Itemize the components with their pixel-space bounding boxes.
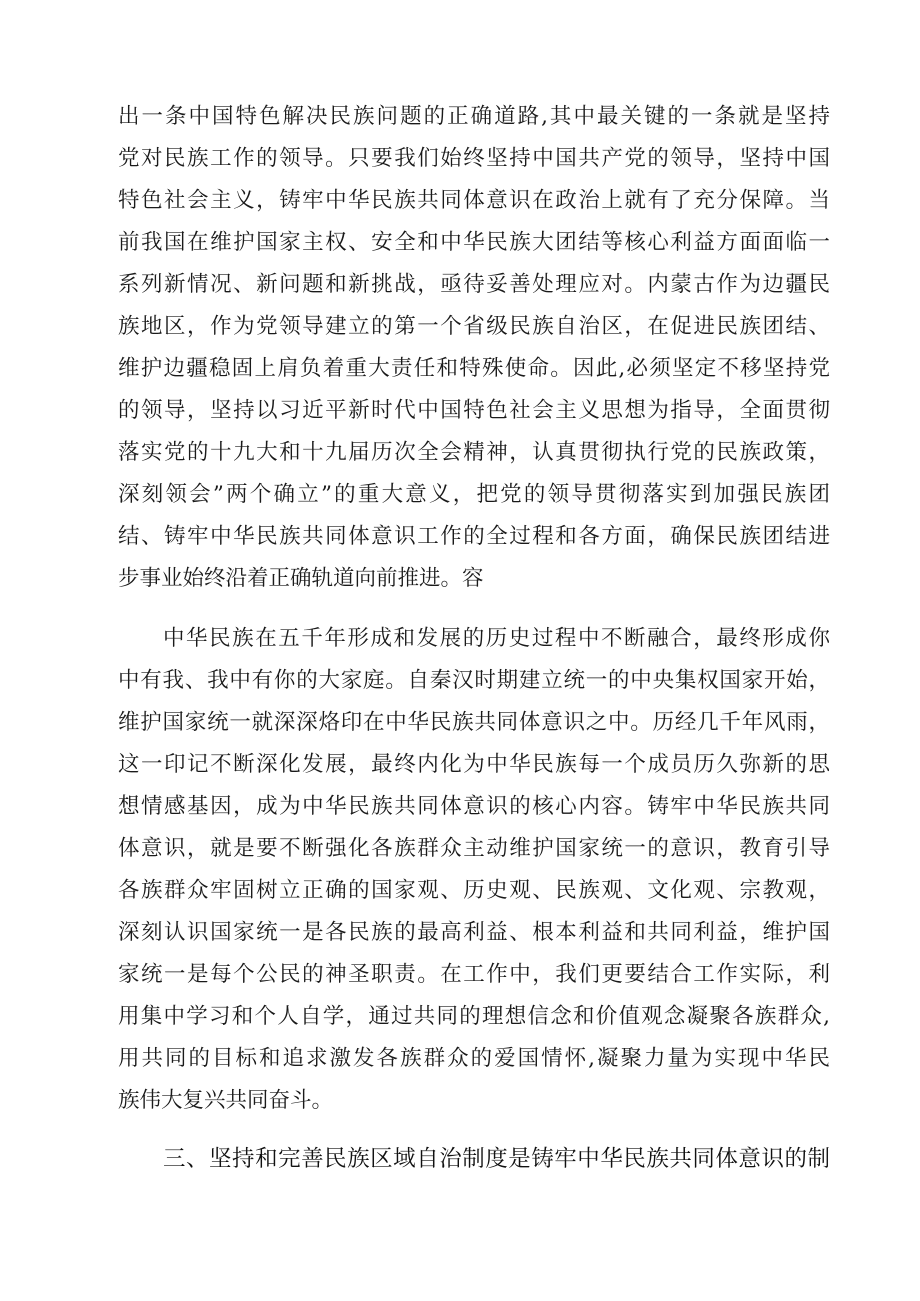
- paragraph-line: 党对民族工作的领导。只要我们始终坚持中国共产党的领导，坚持中国: [118, 146, 830, 171]
- paragraph-line: 深刻领会”两个确立”的重大意义，把党的领导贯彻落实到加强民族团: [118, 482, 830, 507]
- paragraph-line: 中有我、我中有你的大家庭。自秦汉时期建立统一的中央集权国家开始，: [118, 668, 830, 693]
- section-heading: 三、坚持和完善民族区域自治制度是铸牢中华民族共同体意识的制: [163, 1146, 830, 1172]
- paragraph-line: 族地区，作为党领导建立的第一个省级民族自治区，在促进民族团结、: [118, 314, 830, 339]
- paragraph-line: 步事业始终沿着正确轨道向前推进。容: [118, 566, 484, 591]
- paragraph-line: 出一条中国特色解决民族问题的正确道路,其中最关键的一条就是坚持: [118, 104, 830, 129]
- paragraph-line: 体意识，就是要不断强化各族群众主动维护国家统一的意识，教育引导: [118, 836, 830, 861]
- paragraph-line: 各族群众牢固树立正确的国家观、历史观、民族观、文化观、宗教观，: [118, 878, 830, 903]
- paragraph-line: 维护国家统一就深深烙印在中华民族共同体意识之中。历经几千年风雨，: [118, 710, 830, 735]
- paragraph-line: 中华民族在五千年形成和发展的历史过程中不断融合，最终形成你: [163, 626, 830, 651]
- paragraph-line: 用集中学习和个人自学，通过共同的理想信念和价值观念凝聚各族群众,: [118, 1004, 830, 1029]
- paragraph-line: 这一印记不断深化发展，最终内化为中华民族每一个成员历久弥新的思: [118, 752, 830, 777]
- paragraph-line: 族伟大复兴共同奋斗。: [118, 1088, 334, 1113]
- paragraph-line: 落实党的十九大和十九届历次全会精神，认真贯彻执行党的民族政策，: [118, 440, 830, 465]
- paragraph-line: 结、铸牢中华民族共同体意识工作的全过程和各方面，确保民族团结进: [118, 524, 830, 549]
- paragraph-line: 前我国在维护国家主权、安全和中华民族大团结等核心利益方面面临一: [118, 230, 830, 255]
- paragraph-line: 家统一是每个公民的神圣职责。在工作中，我们更要结合工作实际，利: [118, 962, 830, 987]
- paragraph-line: 特色社会主义，铸牢中华民族共同体意识在政治上就有了充分保障。当: [118, 188, 830, 213]
- paragraph-line: 想情感基因，成为中华民族共同体意识的核心内容。铸牢中华民族共同: [118, 794, 830, 819]
- paragraph-line: 深刻认识国家统一是各民族的最高利益、根本利益和共同利益，维护国: [118, 920, 830, 945]
- paragraph-line: 的领导，坚持以习近平新时代中国特色社会主义思想为指导，全面贯彻: [118, 398, 830, 423]
- paragraph-line: 系列新情况、新问题和新挑战，亟待妥善处理应对。内蒙古作为边疆民: [118, 272, 830, 297]
- paragraph-line: 用共同的目标和追求激发各族群众的爱国情怀,凝聚力量为实现中华民: [118, 1046, 830, 1071]
- paragraph-line: 维护边疆稳固上肩负着重大责任和特殊使命。因此,必须坚定不移坚持党: [118, 356, 830, 381]
